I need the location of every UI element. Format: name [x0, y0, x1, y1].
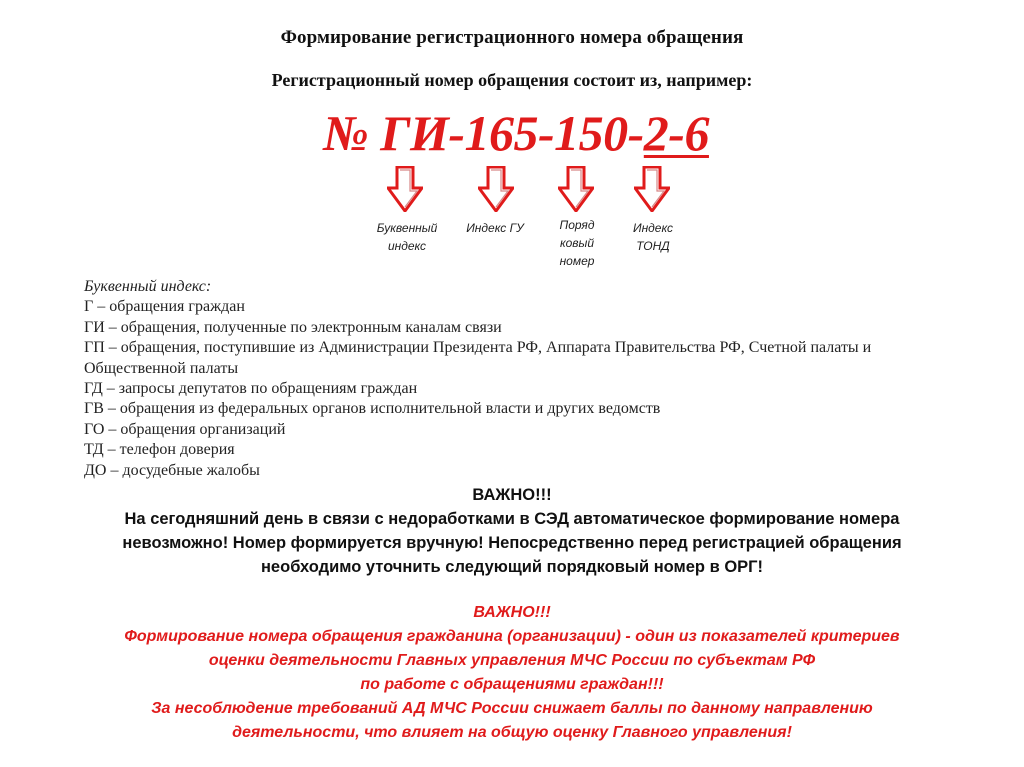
important-note-line: невозможно! Номер формируется вручную! Непосредственно перед регистрацией обращения — [122, 534, 902, 552]
page-title: Формирование регистрационного номера обращения — [280, 27, 744, 48]
down-arrow-icon — [634, 166, 670, 212]
letter-index-heading: Буквенный индекс: — [84, 278, 212, 295]
important-note-line: На сегодняшний день в связи с недоработками в СЭД автоматическое формирование номера — [124, 510, 900, 528]
important-note — [60, 483, 964, 579]
page-subtitle: Регистрационный номер обращения состоит из, например: — [271, 70, 753, 90]
warning-note-line: по работе с обращениями граждан!!! — [360, 676, 664, 693]
list-item: ГП – обращения, поступившие из Администрации Президента РФ, Аппарата Правительства РФ, Счетной палаты и — [84, 339, 872, 357]
down-arrow-icon — [478, 166, 514, 212]
warning-note — [60, 601, 964, 745]
warning-note-heading: ВАЖНО!!! — [473, 604, 551, 621]
list-item: ГД – запросы депутатов по обращениям граждан — [84, 380, 418, 398]
down-arrow-icon — [387, 166, 423, 212]
reg-number-underlined-part: 2-6 — [643, 105, 709, 161]
caption-sequence-number: Поряд ковый номер — [559, 218, 595, 268]
warning-note-line: За несоблюдение требований АД МЧС России снижает баллы по данному направлению — [151, 700, 873, 717]
letter-index-list — [84, 277, 954, 481]
important-note-heading: ВАЖНО!!! — [472, 486, 552, 504]
warning-note-line: деятельности, что влияет на общую оценку Главного управления! — [232, 724, 792, 741]
reg-number-prefix: № ГИ-165-150- — [323, 105, 644, 161]
warning-note-line: оценки деятельности Главных управления МЧС России по субъектам РФ — [208, 652, 816, 669]
caption-gu-index: Индекс ГУ — [466, 221, 524, 235]
list-item: ГВ – обращения из федеральных органов исполнительной власти и других ведомств — [84, 400, 661, 418]
list-item: Г – обращения граждан — [84, 298, 245, 316]
list-item: ГО – обращения организаций — [84, 420, 286, 438]
important-note-line: необходимо уточнить следующий порядковый номер в ОРГ! — [260, 558, 764, 576]
list-item: ДО – досудебные жалобы — [84, 461, 260, 479]
list-item: Общественной палаты — [84, 359, 239, 377]
down-arrow-icon — [558, 166, 594, 212]
list-item: ТД – телефон доверия — [84, 441, 235, 459]
caption-letter-index: Буквенный индекс — [376, 221, 438, 253]
caption-tond-index: Индекс ТОНД — [632, 221, 674, 253]
registration-number-example — [323, 104, 709, 162]
list-item: ГИ – обращения, полученные по электронным каналам связи — [84, 318, 502, 336]
warning-note-line: Формирование номера обращения гражданина (организации) - один из показателей критериев — [124, 628, 900, 645]
